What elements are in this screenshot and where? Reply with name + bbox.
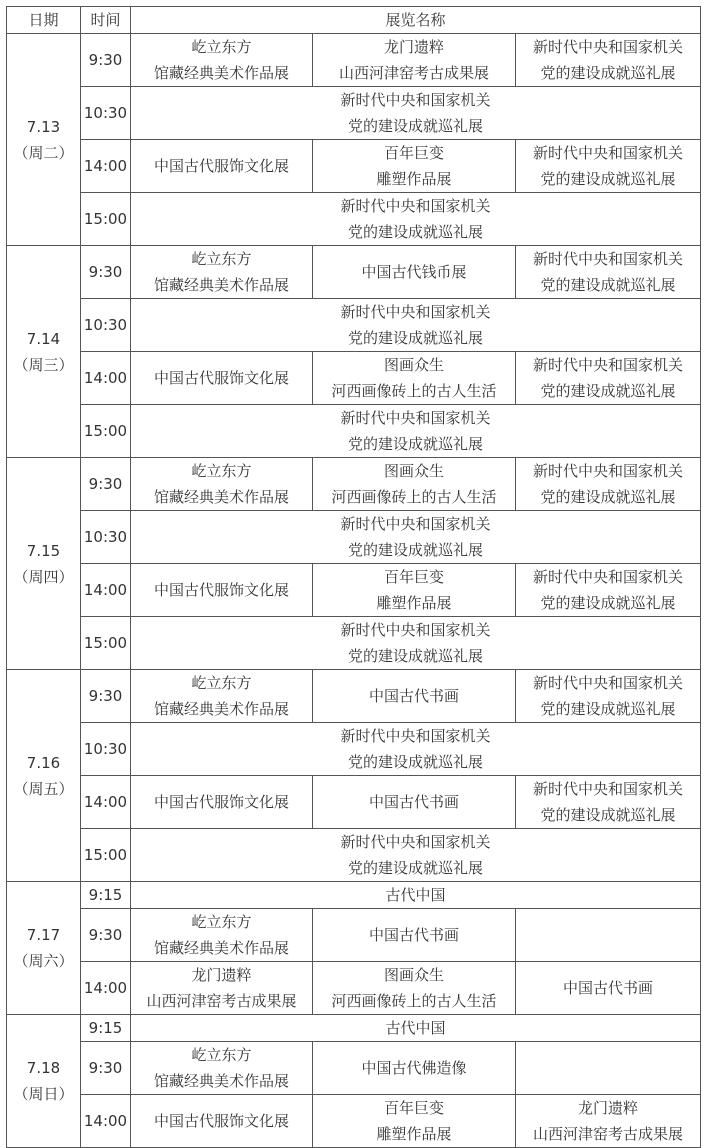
schedule-row	[7, 1042, 701, 1095]
schedule-row	[7, 87, 701, 140]
exhibition-cell	[313, 564, 516, 617]
date-value: 7.18	[26, 1059, 61, 1077]
exhibition-cell	[313, 909, 516, 962]
time-cell: 10:30	[81, 723, 131, 776]
exhibition-cell	[131, 511, 701, 564]
time-cell: 9:30	[81, 34, 131, 87]
exhibition-name-line: 河西画像砖上的古人生活	[331, 488, 497, 506]
schedule-row	[7, 511, 701, 564]
time-cell: 9:30	[81, 909, 131, 962]
exhibition-name-line: 馆藏经典美术作品展	[153, 1072, 289, 1090]
exhibition-cell	[131, 1095, 313, 1148]
exhibition-name-line: 新时代中央和国家机关	[533, 250, 684, 268]
exhibition-name-line: 党的建设成就巡礼展	[540, 64, 676, 82]
exhibition-cell	[516, 34, 701, 87]
weekday-value: （周六）	[13, 952, 74, 970]
exhibition-name-line: 馆藏经典美术作品展	[153, 64, 289, 82]
exhibition-cell	[516, 909, 701, 962]
exhibition-name-line: 党的建设成就巡礼展	[540, 488, 676, 506]
exhibition-cell	[313, 140, 516, 193]
header-date: 日期	[7, 7, 81, 34]
exhibition-name-line: 新时代中央和国家机关	[533, 356, 684, 374]
exhibition-cell	[313, 670, 516, 723]
exhibition-name-line: 新时代中央和国家机关	[533, 462, 684, 480]
exhibition-cell	[131, 34, 313, 87]
exhibition-name-line: 龙门遗粹	[578, 1099, 639, 1117]
exhibition-name-line: 雕塑作品展	[376, 594, 452, 612]
schedule-row	[7, 1015, 701, 1042]
exhibition-name-line: 党的建设成就巡礼展	[348, 223, 484, 241]
exhibition-name-line: 新时代中央和国家机关	[533, 568, 684, 586]
schedule-row	[7, 352, 701, 405]
time-cell: 15:00	[81, 617, 131, 670]
exhibition-name-line: 党的建设成就巡礼展	[540, 594, 676, 612]
time-cell: 14:00	[81, 1095, 131, 1148]
exhibition-name-line: 屹立东方	[191, 250, 252, 268]
exhibition-name-line: 龙门遗粹	[191, 966, 252, 984]
exhibition-cell	[131, 882, 701, 909]
exhibition-name-line: 山西河津窑考古成果展	[338, 64, 489, 82]
exhibition-name-line: 中国古代服饰文化展	[153, 369, 289, 387]
exhibition-cell	[131, 140, 313, 193]
exhibition-name-line: 百年巨变	[383, 144, 444, 162]
time-cell: 14:00	[81, 140, 131, 193]
exhibition-cell	[131, 405, 701, 458]
exhibition-name-line: 中国古代书画	[368, 793, 459, 811]
exhibition-cell	[131, 962, 313, 1015]
exhibition-cell	[131, 299, 701, 352]
exhibition-name-line: 党的建设成就巡礼展	[348, 435, 484, 453]
time-cell: 9:30	[81, 458, 131, 511]
exhibition-name-line: 山西河津窑考古成果展	[146, 992, 297, 1010]
exhibition-name-line: 新时代中央和国家机关	[340, 515, 491, 533]
date-value: 7.16	[26, 753, 61, 772]
header-exhibition-name: 展览名称	[131, 7, 701, 34]
exhibition-name-line: 古代中国	[385, 886, 446, 904]
exhibition-cell	[313, 962, 516, 1015]
exhibition-name-line: 百年巨变	[383, 1099, 444, 1117]
date-cell	[7, 246, 81, 458]
exhibition-name-line: 馆藏经典美术作品展	[153, 700, 289, 718]
weekday-value: （周三）	[13, 355, 74, 374]
date-value: 7.15	[26, 541, 61, 560]
exhibition-name-line: 中国古代书画	[368, 926, 459, 944]
exhibition-name-line: 党的建设成就巡礼展	[348, 541, 484, 559]
time-cell: 10:30	[81, 87, 131, 140]
weekday-value: （周四）	[13, 567, 74, 586]
exhibition-cell	[131, 617, 701, 670]
exhibition-name-line: 河西画像砖上的古人生活	[331, 992, 497, 1010]
exhibition-name-line: 图画众生	[383, 966, 444, 984]
schedule-row	[7, 564, 701, 617]
date-value: 7.14	[26, 329, 61, 348]
exhibition-name-line: 中国古代服饰文化展	[153, 793, 289, 811]
exhibition-name-line: 屹立东方	[191, 38, 252, 56]
exhibition-cell	[516, 670, 701, 723]
exhibition-name-line: 屹立东方	[191, 462, 252, 480]
exhibition-cell	[516, 352, 701, 405]
exhibition-name-line: 新时代中央和国家机关	[533, 780, 684, 798]
exhibition-name-line: 中国古代服饰文化展	[153, 157, 289, 175]
exhibition-cell	[131, 352, 313, 405]
exhibition-name-line: 党的建设成就巡礼展	[348, 117, 484, 135]
exhibition-name-line: 党的建设成就巡礼展	[540, 276, 676, 294]
exhibition-cell	[131, 1042, 313, 1095]
exhibition-cell	[313, 352, 516, 405]
exhibition-name-line: 河西画像砖上的古人生活	[331, 382, 497, 400]
schedule-row	[7, 670, 701, 723]
exhibition-name-line: 屹立东方	[191, 1046, 252, 1064]
exhibition-cell	[313, 246, 516, 299]
schedule-row	[7, 405, 701, 458]
exhibition-cell	[516, 246, 701, 299]
date-cell	[7, 34, 81, 246]
exhibition-name-line: 党的建设成就巡礼展	[540, 700, 676, 718]
schedule-row	[7, 246, 701, 299]
date-value: 7.17	[26, 926, 61, 944]
exhibition-cell	[516, 140, 701, 193]
exhibition-cell	[131, 87, 701, 140]
exhibition-cell	[313, 776, 516, 829]
exhibition-name-line: 新时代中央和国家机关	[533, 144, 684, 162]
exhibition-name-line: 新时代中央和国家机关	[340, 197, 491, 215]
exhibition-name-line: 新时代中央和国家机关	[340, 727, 491, 745]
weekday-value: （周二）	[13, 143, 74, 162]
date-cell	[7, 670, 81, 882]
schedule-row	[7, 34, 701, 87]
exhibition-name-line: 中国古代服饰文化展	[153, 581, 289, 599]
exhibition-name-line: 雕塑作品展	[376, 170, 452, 188]
time-cell: 10:30	[81, 299, 131, 352]
exhibition-cell	[131, 193, 701, 246]
exhibition-schedule-table	[6, 6, 701, 1148]
exhibition-cell	[516, 458, 701, 511]
exhibition-name-line: 党的建设成就巡礼展	[540, 382, 676, 400]
header-row	[7, 7, 701, 34]
exhibition-name-line: 龙门遗粹	[383, 38, 444, 56]
exhibition-cell	[131, 1015, 701, 1042]
schedule-row	[7, 1095, 701, 1148]
weekday-value: （周五）	[13, 779, 74, 798]
time-cell: 15:00	[81, 829, 131, 882]
schedule-row	[7, 617, 701, 670]
exhibition-name-line: 中国古代佛造像	[361, 1059, 467, 1077]
time-cell: 9:30	[81, 670, 131, 723]
exhibition-cell	[131, 723, 701, 776]
time-cell: 9:30	[81, 1042, 131, 1095]
time-cell: 14:00	[81, 776, 131, 829]
date-cell	[7, 1015, 81, 1148]
exhibition-name-line: 雕塑作品展	[376, 1125, 452, 1143]
schedule-row	[7, 723, 701, 776]
exhibition-name-line: 新时代中央和国家机关	[533, 674, 684, 692]
exhibition-cell	[131, 564, 313, 617]
schedule-row	[7, 193, 701, 246]
date-cell	[7, 458, 81, 670]
schedule-row	[7, 882, 701, 909]
time-cell: 15:00	[81, 193, 131, 246]
time-cell: 14:00	[81, 564, 131, 617]
exhibition-name-line: 中国古代书画	[368, 687, 459, 705]
time-cell: 10:30	[81, 511, 131, 564]
exhibition-cell	[131, 670, 313, 723]
exhibition-name-line: 古代中国	[385, 1019, 446, 1037]
exhibition-name-line: 图画众生	[383, 356, 444, 374]
exhibition-name-line: 新时代中央和国家机关	[340, 833, 491, 851]
exhibition-name-line: 中国古代书画	[563, 979, 654, 997]
exhibition-name-line: 党的建设成就巡礼展	[348, 753, 484, 771]
exhibition-cell	[313, 1042, 516, 1095]
exhibition-cell	[516, 962, 701, 1015]
exhibition-cell	[131, 776, 313, 829]
exhibition-name-line: 党的建设成就巡礼展	[348, 859, 484, 877]
exhibition-cell	[313, 34, 516, 87]
time-cell: 9:15	[81, 882, 131, 909]
exhibition-cell	[131, 909, 313, 962]
schedule-row	[7, 776, 701, 829]
exhibition-name-line: 馆藏经典美术作品展	[153, 276, 289, 294]
exhibition-name-line: 党的建设成就巡礼展	[540, 170, 676, 188]
exhibition-cell	[313, 458, 516, 511]
exhibition-name-line: 馆藏经典美术作品展	[153, 939, 289, 957]
exhibition-name-line: 新时代中央和国家机关	[340, 303, 491, 321]
exhibition-name-line: 新时代中央和国家机关	[340, 91, 491, 109]
exhibition-cell	[516, 564, 701, 617]
header-time: 时间	[81, 7, 131, 34]
exhibition-cell	[516, 1095, 701, 1148]
exhibition-cell	[516, 1042, 701, 1095]
schedule-row	[7, 829, 701, 882]
exhibition-cell	[131, 829, 701, 882]
exhibition-name-line: 党的建设成就巡礼展	[348, 329, 484, 347]
weekday-value: （周日）	[13, 1085, 74, 1103]
exhibition-name-line: 图画众生	[383, 462, 444, 480]
exhibition-name-line: 党的建设成就巡礼展	[540, 806, 676, 824]
exhibition-name-line: 屹立东方	[191, 913, 252, 931]
exhibition-name-line: 中国古代服饰文化展	[153, 1112, 289, 1130]
exhibition-cell	[313, 1095, 516, 1148]
exhibition-name-line: 百年巨变	[383, 568, 444, 586]
time-cell: 14:00	[81, 352, 131, 405]
schedule-row	[7, 140, 701, 193]
exhibition-name-line: 新时代中央和国家机关	[340, 621, 491, 639]
exhibition-name-line: 新时代中央和国家机关	[340, 409, 491, 427]
time-cell: 15:00	[81, 405, 131, 458]
schedule-row	[7, 962, 701, 1015]
exhibition-cell	[131, 246, 313, 299]
exhibition-cell	[516, 776, 701, 829]
exhibition-name-line: 党的建设成就巡礼展	[348, 647, 484, 665]
time-cell: 9:30	[81, 246, 131, 299]
exhibition-name-line: 中国古代钱币展	[361, 263, 467, 281]
schedule-row	[7, 909, 701, 962]
exhibition-name-line: 屹立东方	[191, 674, 252, 692]
exhibition-name-line: 馆藏经典美术作品展	[153, 488, 289, 506]
exhibition-name-line: 新时代中央和国家机关	[533, 38, 684, 56]
date-cell	[7, 882, 81, 1015]
time-cell: 9:15	[81, 1015, 131, 1042]
exhibition-name-line: 山西河津窑考古成果展	[533, 1125, 684, 1143]
exhibition-cell	[131, 458, 313, 511]
time-cell: 14:00	[81, 962, 131, 1015]
schedule-row	[7, 299, 701, 352]
date-value: 7.13	[26, 117, 61, 136]
schedule-row	[7, 458, 701, 511]
